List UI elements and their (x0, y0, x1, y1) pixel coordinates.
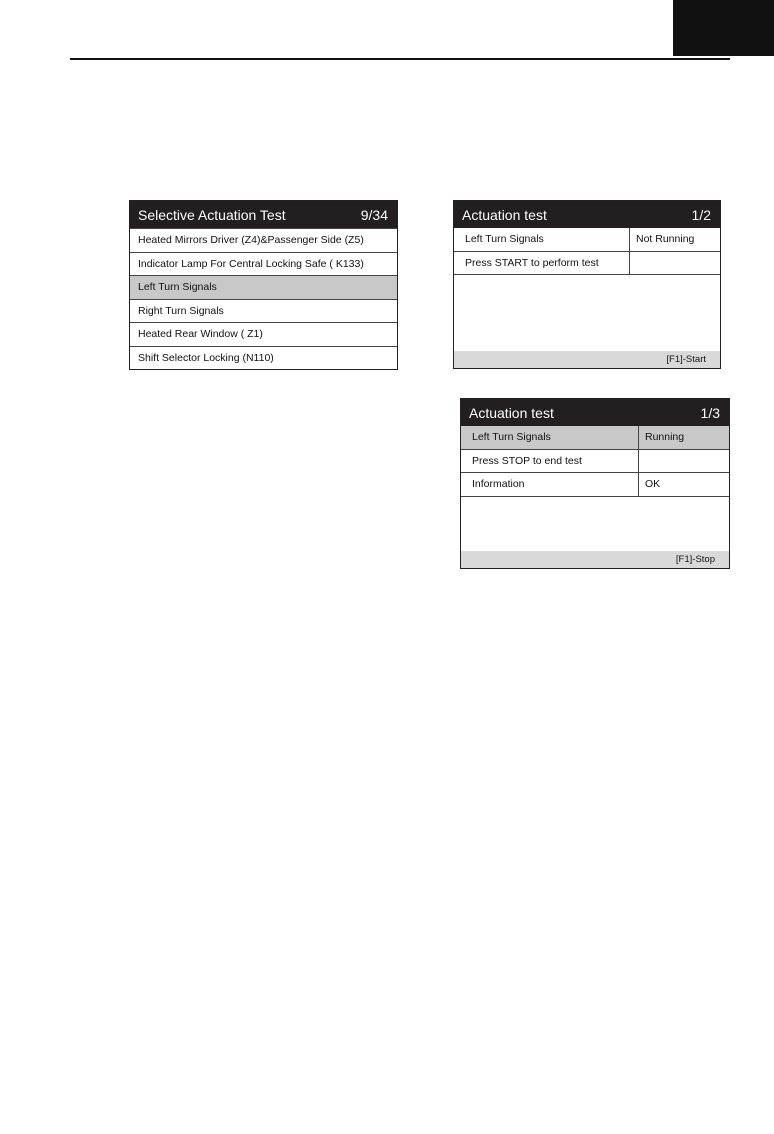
row-name: Press START to perform test (454, 252, 630, 275)
header-rule (70, 58, 730, 60)
row-status: Running (645, 431, 685, 444)
list-item-heated-mirrors[interactable] (130, 228, 397, 252)
actuation-test-stop-screen (460, 398, 730, 569)
screen-title-bar (130, 201, 397, 228)
table-row-press-start[interactable] (454, 252, 720, 276)
list-item-label: Right Turn Signals (138, 304, 224, 317)
row-name: Left Turn Signals (461, 426, 639, 449)
list-item-label: Heated Rear Window ( Z1) (138, 328, 263, 341)
list-item-heated-rear-window[interactable] (130, 322, 397, 346)
function-key-bar (454, 351, 720, 368)
row-name: Information (461, 473, 639, 496)
page-indicator: 9/34 (360, 206, 388, 223)
list-item-right-turn-signals[interactable] (130, 299, 397, 323)
list-item-label: Shift Selector Locking (N110) (138, 351, 274, 364)
table-row-left-turn-signals[interactable] (454, 228, 720, 252)
list-item-label: Heated Mirrors Driver (Z4)&Passenger Side (Z5) (138, 234, 364, 247)
screen-title: Selective Actuation Test (138, 206, 286, 223)
page-indicator: 1/3 (700, 404, 720, 421)
row-status: Not Running (636, 233, 695, 246)
list-item-label: Indicator Lamp For Central Locking Safe ( K133) (138, 257, 364, 270)
actuation-test-start-screen (453, 200, 721, 369)
function-key-bar (461, 551, 729, 568)
table-row-information[interactable] (461, 473, 729, 497)
f1-stop-button[interactable]: [F1]-Stop (675, 554, 715, 565)
screen-title-bar (461, 399, 729, 426)
list-item-indicator-lamp[interactable] (130, 252, 397, 276)
table-row-left-turn-signals[interactable] (461, 426, 729, 450)
page-indicator: 1/2 (691, 206, 711, 223)
row-status: OK (645, 478, 661, 491)
screen-title-bar (454, 201, 720, 228)
list-item-shift-selector-locking[interactable] (130, 346, 397, 370)
screen-title: Actuation test (469, 404, 554, 421)
row-status (639, 450, 729, 473)
f1-start-button[interactable]: [F1]-Start (666, 354, 706, 365)
page-tab (673, 0, 774, 56)
table-row-press-stop[interactable] (461, 450, 729, 474)
list-item-left-turn-signals[interactable] (130, 275, 397, 299)
selective-actuation-screen (129, 200, 398, 370)
list-item-label: Left Turn Signals (138, 281, 217, 294)
row-name: Left Turn Signals (454, 228, 630, 251)
screen-title: Actuation test (462, 206, 547, 223)
row-status (630, 252, 720, 275)
row-name: Press STOP to end test (461, 450, 639, 473)
